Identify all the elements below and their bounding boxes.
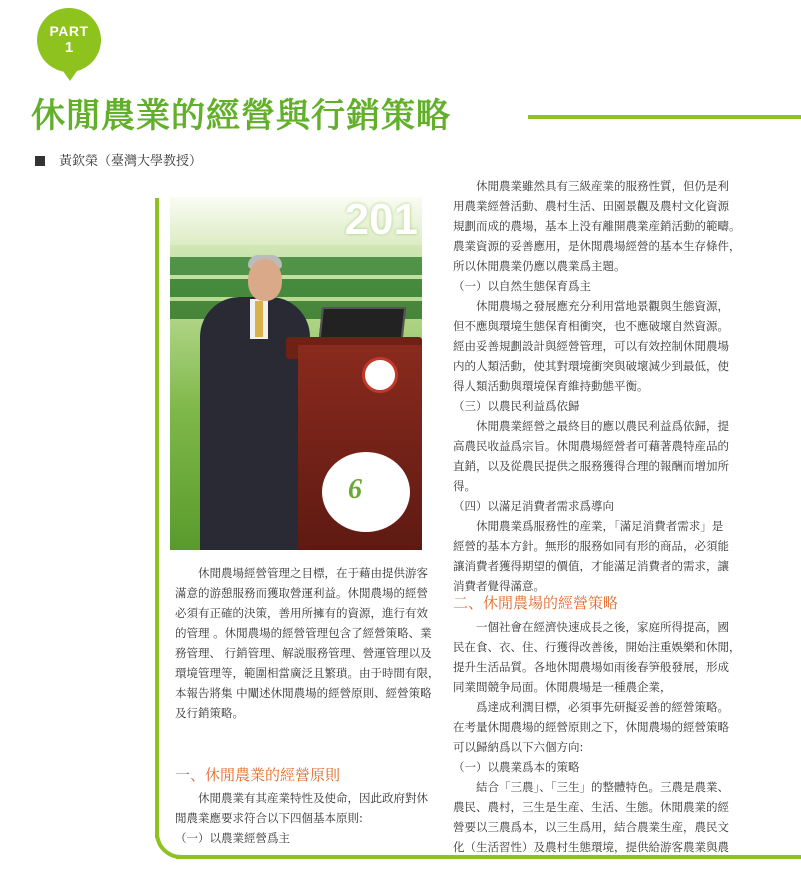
paragraph-line: 休閒農場經營管理之目標，在于藉由提供游客 bbox=[198, 566, 428, 580]
paragraph-line: 環境管理等，範圍相當廣泛且繁瑣。由于時間有限， bbox=[175, 666, 440, 680]
paragraph-line: （一）以農業經營爲主 bbox=[175, 831, 290, 845]
paragraph-line: 休閒農場之發展應充分利用當地景觀與生態資源， bbox=[476, 299, 729, 313]
globe-logo-icon bbox=[362, 357, 398, 393]
paragraph-line: 可以歸納爲以下六個方向: bbox=[453, 740, 584, 754]
section2-text bbox=[453, 617, 741, 857]
section1-text bbox=[175, 788, 428, 848]
paragraph-line: 滿意的游憩服務而獲取營運利益。休閒農場的經營 bbox=[175, 586, 428, 600]
paragraph-line: 經營的基本方針。無形的服務如同有形的商品，必須能 bbox=[453, 539, 729, 553]
subheading: （三）以農民利益爲依歸 bbox=[453, 399, 580, 413]
paragraph-line: 休閒農業爲服務性的産業，「滿足消費者需求」是 bbox=[476, 519, 724, 533]
paragraph-line: 休閒農業雖然具有三級産業的服務性質，但仍是利 bbox=[476, 179, 729, 193]
paragraph-line: 結合「三農」、「三生」的整體特色。三農是農業、 bbox=[476, 780, 729, 794]
paragraph-line: 所以休閒農業仍應以農業爲主題。 bbox=[453, 259, 626, 273]
paragraph-line: 在考量休閒農場的經營原則之下，休閒農場的經營策略 bbox=[453, 720, 729, 734]
paragraph-line: 得。 bbox=[453, 479, 476, 493]
author-line bbox=[35, 150, 202, 169]
section1-heading: 一、休閒農業的經營原則 bbox=[175, 766, 341, 784]
paragraph-line: 經由妥善規劃設計與經營管理，可以有效控制休閒農場 bbox=[453, 339, 729, 353]
speaker-photo bbox=[170, 197, 422, 550]
subheading: （一）以農業爲本的策略 bbox=[453, 760, 580, 774]
part-label: PART bbox=[49, 23, 89, 39]
paragraph-line: 農業資源的妥善應用，是休閒農場經營的基本生存條件， bbox=[453, 239, 741, 253]
banner-year: 201 bbox=[344, 197, 418, 244]
left-intro-text bbox=[175, 563, 440, 723]
paragraph-line: 本報告將集 中闡述休閒農場的經營原則、經營策略 bbox=[175, 686, 432, 700]
paragraph-line: 的管理 。休閒農場的經營管理包含了經營策略、業 bbox=[175, 626, 432, 640]
paragraph-line: 務管理、 行銷管理、解説服務管理、營運管理以及 bbox=[175, 646, 432, 660]
article-title: 休閒農業的經營與行銷策略 bbox=[31, 96, 451, 136]
paragraph-line: 必須有正確的決策，善用所擁有的資源，進行有效 bbox=[175, 606, 428, 620]
paragraph-line: 高農民收益爲宗旨。休閒農場經營者可藉著農特産品的 bbox=[453, 439, 729, 453]
podium-emblem: 6 bbox=[322, 452, 410, 532]
part-number: 1 bbox=[64, 39, 74, 56]
paragraph-line: 休閒農業有其産業特性及使命，因此政府對休 bbox=[198, 791, 428, 805]
paragraph-line: 消費者覺得滿意。 bbox=[453, 579, 545, 593]
paragraph-line: 直銷，以及從農民提供之服務獲得合理的報酬而增加所 bbox=[453, 459, 729, 473]
paragraph-line: 内的人類活動，使其對環境衝突與破壞減少到最低，使 bbox=[453, 359, 729, 373]
paragraph-line: 同業間競争局面。休閒農場是一種農企業， bbox=[453, 680, 672, 694]
right-top-text bbox=[453, 176, 741, 596]
paragraph-line: 用農業經營活動、農村生活、田園景觀及農村文化資源 bbox=[453, 199, 729, 213]
subheading: （四）以滿足消費者需求爲導向 bbox=[453, 499, 614, 513]
paragraph-line: 一個社會在經濟快速成長之後，家庭所得提高，國 bbox=[476, 620, 729, 634]
frame-vertical-rule bbox=[155, 198, 159, 838]
paragraph-line: 及行銷策略。 bbox=[175, 706, 244, 720]
subheading: （一）以自然生態保育爲主 bbox=[453, 279, 591, 293]
paragraph-line: 營要以三農爲本，以三生爲用，結合農業生産，農民文 bbox=[453, 820, 729, 834]
paragraph-line: 閒農業應要求符合以下四個基本原則: bbox=[175, 811, 363, 825]
bullet-square-icon bbox=[35, 156, 45, 166]
author-name: 黃欽榮（臺灣大學教授） bbox=[59, 154, 203, 169]
paragraph-line: 化（生活習性）及農村生態環境，提供給游客農業與農 bbox=[453, 840, 729, 854]
paragraph-line: 農民、農村，三生是生産、生活、生態。休閒農業的經 bbox=[453, 800, 729, 814]
section2-heading: 二、休閒農場的經營策略 bbox=[453, 594, 619, 612]
part-badge bbox=[37, 8, 101, 72]
paragraph-line: 爲達成利潤目標，必須事先研擬妥善的經營策略。 bbox=[476, 700, 729, 714]
paragraph-line: 讓消費者獲得期望的價值，才能滿足消費者的需求，讓 bbox=[453, 559, 729, 573]
paragraph-line: 民在食、衣、住、行獲得改善後，開始注重娛樂和休閒， bbox=[453, 640, 741, 654]
paragraph-line: 但不應與環境生態保育相衝突，也不應破壞自然資源。 bbox=[453, 319, 729, 333]
paragraph-line: 得人類活動與環境保育維持動態平衡。 bbox=[453, 379, 649, 393]
paragraph-line: 提升生活品質。各地休閒農場如雨後春笋般發展，形成 bbox=[453, 660, 729, 674]
paragraph-line: 休閒農業經營之最終目的應以農民利益爲依歸，提 bbox=[476, 419, 729, 433]
title-rule bbox=[528, 115, 801, 119]
paragraph-line: 規劃而成的農場，基本上没有離開農業産銷活動的範疇。 bbox=[453, 219, 741, 233]
